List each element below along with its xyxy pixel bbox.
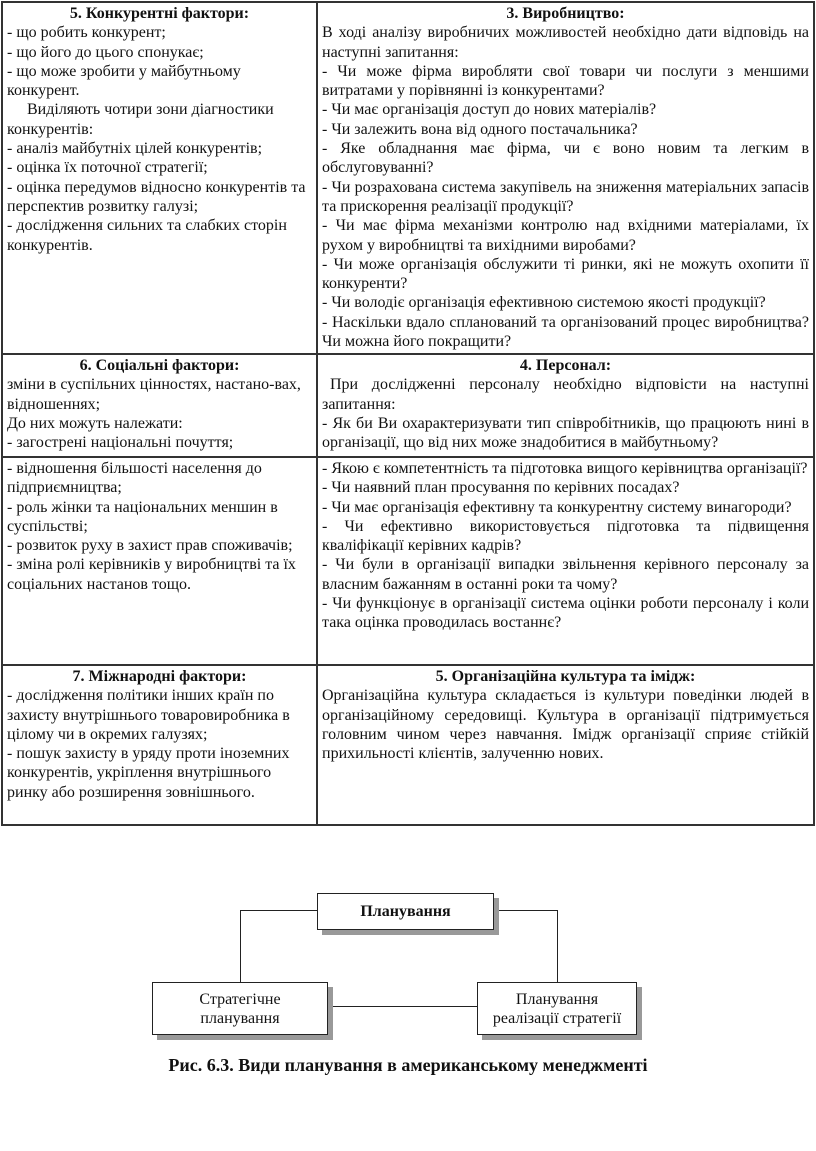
cell-title: 5. Конкурентні фактори: [69, 5, 250, 22]
list-item: - дослідження політики інших країн по захисту внутрішнього товаровиробника в цілому чи в окремих галузях; [7, 687, 290, 743]
list-item: - Чи має фірма механізми контролю над вхідними матеріалами, їх рухом у виробництві та вихідними виробами? [322, 217, 809, 254]
list-item: - Чи має організація доступ до нових матеріалів? [322, 101, 657, 119]
table-row [2, 665, 814, 825]
personnel-cell [317, 354, 814, 457]
list-item: - Чи ефективно використовується підготовка та підвищення кваліфікації керівних кадрів? [322, 517, 809, 555]
list-item: - що робить конкурент; [7, 24, 166, 42]
list-item: - зміна ролі керівників у виробництві та їх соціальних настанов тощо. [7, 556, 296, 593]
list-item: - що його до цього спонукає; [7, 43, 204, 61]
cell-title: 6. Соціальні фактори: [79, 357, 240, 374]
cell-title: 4. Персонал: [519, 357, 612, 374]
list-item: - Чи може організація обслужити ті ринки, які не можуть охопити її конкуренти? [322, 255, 809, 293]
connector-line [240, 910, 318, 911]
connector-line [493, 910, 557, 911]
list-item: - оцінка передумов відносно конкурентів та перспектив розвитку галузі; [7, 178, 306, 215]
table-row [2, 457, 814, 665]
planning-box: Планування [317, 893, 494, 930]
cell-title: 5. Організаційна культура та імідж: [435, 668, 696, 685]
cell-title: 7. Міжнародні фактори: [72, 668, 247, 685]
list-item: - Чи наявний план просування по керівних посадах? [322, 479, 680, 497]
list-item: - оцінка їх поточної стратегії; [7, 159, 208, 177]
list-item: - Чи функціонує в організації система оцінки роботи персоналу і коли така оцінка проводилась востаннє? [322, 595, 809, 632]
social-factors-cell [2, 354, 317, 457]
list-item: - Чи має організація ефективну та конкурентну систему винагороди? [322, 498, 792, 516]
list-item: - пошук захисту в уряду проти іноземних конкурентів, укріплення внутрішнього ринку або розширення зовнішнього. [7, 745, 290, 801]
connector-line [329, 1006, 477, 1007]
list-item: При дослідженні персоналу необхідно відповісти на наступні запитання: [322, 376, 809, 413]
cell-title: 3. Виробництво: [506, 5, 625, 22]
list-item: - Яке обладнання має фірма, чи є воно новим та легким в обслуговуванні? [322, 140, 809, 177]
international-factors-cell [2, 665, 317, 825]
list-item: - що може зробити у майбутньому конкурент. [7, 62, 241, 100]
list-item: зміни в суспільних цінностях, настано-вах, відношеннях; [7, 376, 301, 413]
connector-line [557, 910, 558, 982]
table-row [2, 354, 814, 457]
list-item: - відношення більшості населення до підприємництва; [7, 460, 262, 497]
list-item: - Чи розрахована система закупівель на зниження матеріальних запасів та прискорення реалізації продукції? [322, 178, 809, 215]
list-item: - Чи володіє організація ефективною системою якості продукції? [322, 294, 766, 312]
list-item: - загострені національні почуття; [7, 434, 234, 452]
list-item: - розвиток руху в захист прав споживачів; [7, 537, 293, 555]
list-item: - Чи залежить вона від одного постачальника? [322, 120, 638, 138]
social-factors-continued-cell [2, 457, 317, 665]
list-item: Виділяють чотири зони діагностики конкурентів: [7, 101, 274, 138]
strategic-planning-box: Стратегічне планування [152, 982, 328, 1035]
factors-table [1, 1, 815, 826]
list-item: - Як би Ви охарактеризувати тип співробітників, що працюють нині в організації, що від них може знадобитися в майбутньому? [322, 414, 809, 452]
list-item: - Наскільки вдало спланований та організований процес виробництва? Чи можна його покращити? [322, 313, 809, 351]
production-cell [317, 2, 814, 354]
competitive-factors-cell [2, 2, 317, 354]
list-item: Організаційна культура складається із культури поведінки людей в організаційному середовищі. Культура в організації підтримується головним чином через навчання. Імідж організації сприяє стійкій прихильності клієнтів, залученню нових. [322, 687, 809, 763]
culture-image-cell [317, 665, 814, 825]
personnel-continued-cell [317, 457, 814, 665]
list-item: - дослідження сильних та слабких сторін конкурентів. [7, 217, 287, 254]
figure-caption: Рис. 6.3. Види планування в американському менеджменті [168, 1055, 648, 1075]
strategy-implementation-box: Планування реалізації стратегії [477, 982, 637, 1035]
list-item: - аналіз майбутніх цілей конкурентів; [7, 140, 263, 158]
table-row [2, 2, 814, 354]
list-item: - роль жінки та національних меншин в суспільстві; [7, 498, 278, 535]
connector-line [240, 910, 241, 982]
list-item: - Чи були в організації випадки звільнення керівного персоналу за власним бажанням в останні роки та чому? [322, 556, 809, 593]
list-item: - Чи може фірма виробляти свої товари чи послуги з меншими витратами у порівнянні із конкурентами? [322, 62, 809, 100]
list-item: До них можуть належати: [7, 414, 183, 432]
list-item: В ході аналізу виробничих можливостей необхідно дати відповідь на наступні запитання: [322, 24, 809, 61]
list-item: - Якою є компетентність та підготовка вищого керівництва організації? [322, 460, 808, 477]
